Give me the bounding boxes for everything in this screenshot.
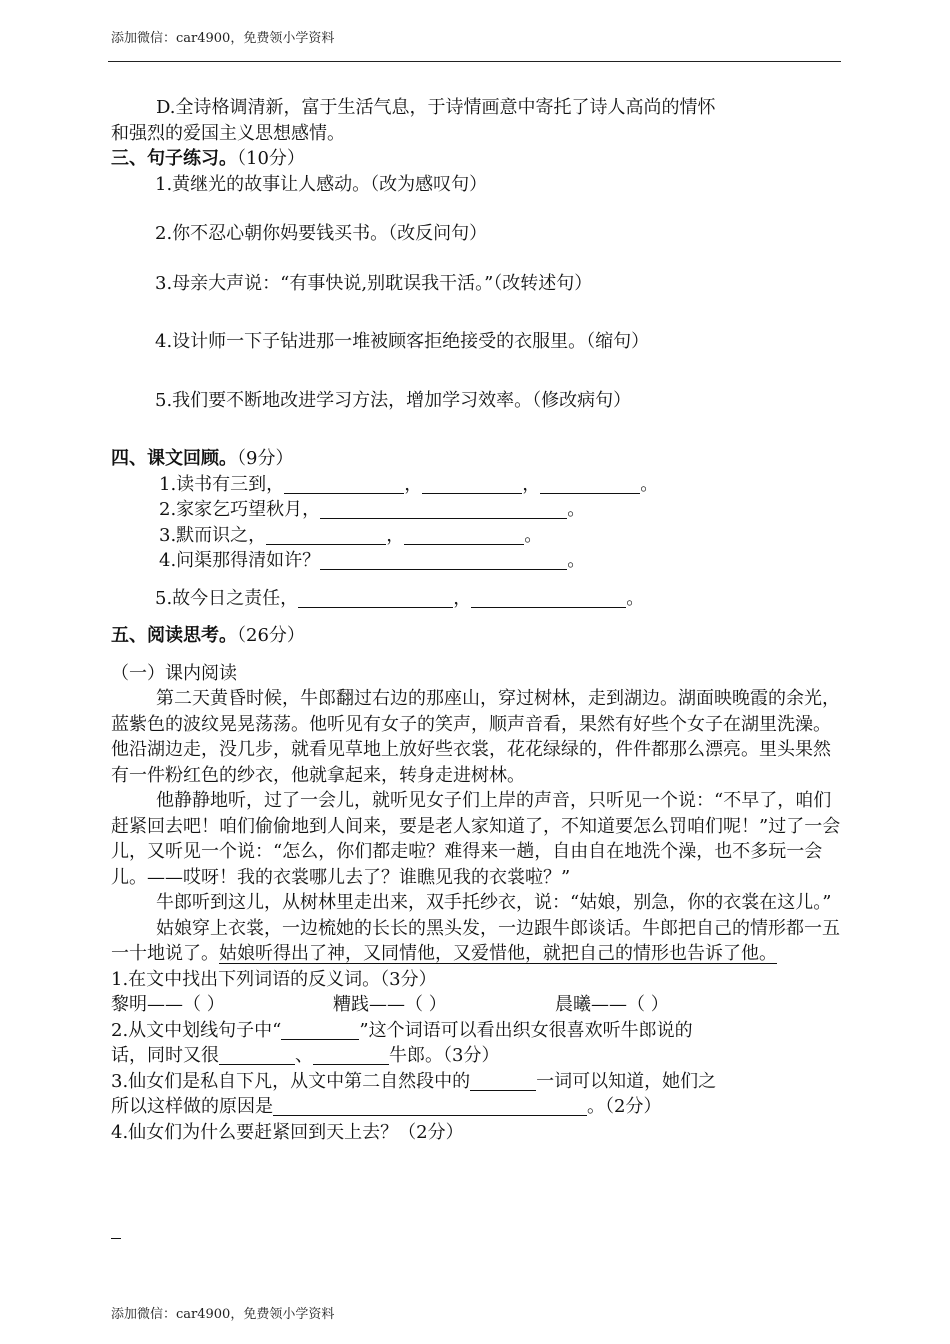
fill-blank[interactable] <box>298 589 453 608</box>
comma: ， <box>453 587 472 609</box>
fill-blank[interactable] <box>320 500 567 519</box>
question-1-row <box>111 992 841 1018</box>
fill-blank[interactable] <box>471 589 626 608</box>
question-1: 1.在文中找出下列词语的反义词。（3分） <box>111 968 437 990</box>
passage-para-3: 牛郎听到这儿，从树林里走出来，双手托纱衣，说：“姑娘，别急，你的衣裳在这儿。” <box>156 892 832 913</box>
q3-part-c: 所以这样做的原因是 <box>111 1096 273 1117</box>
s4-item-5-text: 5.故今日之责任， <box>155 587 299 609</box>
fill-blank[interactable] <box>320 551 567 570</box>
section4-points: （9分） <box>237 448 294 469</box>
question-2 <box>111 1018 841 1069</box>
fill-blank[interactable] <box>313 1046 389 1065</box>
section3-points: （10分） <box>237 148 305 169</box>
period: 。 <box>626 587 645 609</box>
s4-item-3 <box>111 523 841 549</box>
antonym-c: 晨曦——（ ） <box>555 994 669 1015</box>
passage-para-4 <box>111 916 841 967</box>
section5-title: 五、阅读思考。 <box>111 625 237 646</box>
comma: ， <box>386 524 405 546</box>
s4-item-4 <box>111 548 841 574</box>
s4-item-4-text: 4.问渠那得清如许？ <box>159 550 321 571</box>
s4-item-2 <box>111 497 841 523</box>
header-note: 添加微信：car4900，免费领小学资料 <box>111 31 335 46</box>
underlined-sentence: 姑娘听得出了神，又同情他，又爱惜他，就把自己的情形也告诉了他。 <box>219 943 777 964</box>
q3-part-b: 一词可以知道，她们之 <box>536 1070 717 1092</box>
s3-item-4: 4.设计师一下子钻进那一堆被顾客拒绝接受的衣服里。（缩句） <box>155 331 650 352</box>
s3-item-1: 1.黄继光的故事让人感动。（改为感叹句） <box>155 173 488 195</box>
comma: ， <box>522 473 541 495</box>
q2-part-e: 牛郎。（3分） <box>389 1045 500 1066</box>
passage-para-4-plain: 姑娘穿上衣裳，一边梳她的长长的黑头发，一边跟牛郎谈话。牛郎把自己的情形都一五一十地说了。 <box>111 917 840 964</box>
passage-para-1: 第二天黄昏时候，牛郎翻过右边的那座山，穿过树林，走到湖边。湖面映晚霞的余光，蓝紫色的波纹晃晃荡荡。他听见有女子的笑声，顺声音看，果然有好些个女子在湖里洗澡。他沿湖边走，没几步，就看见草地上放好些衣裳，花花绿绿的，件件都那么漂亮。里头果然有一件粉红色的纱衣，他就拿起来，转身走进树林。 <box>111 688 840 786</box>
comma: ， <box>404 473 423 495</box>
section5-heading <box>111 623 841 649</box>
period: 。 <box>524 524 543 546</box>
fill-blank[interactable] <box>273 1097 587 1116</box>
s4-item-5 <box>111 586 841 612</box>
fill-blank[interactable] <box>281 1021 359 1040</box>
question-3 <box>111 1069 841 1120</box>
exam-content <box>111 95 841 1145</box>
s4-item-1 <box>111 472 841 498</box>
q2-part-c: 话，同时又很 <box>111 1045 219 1066</box>
question-4: 4.仙女们为什么要赶紧回到天上去？（2分） <box>111 1121 464 1143</box>
period: 。 <box>567 499 586 520</box>
answer-line-mark <box>111 1238 121 1239</box>
fill-blank[interactable] <box>540 475 640 494</box>
period: 。 <box>567 550 586 571</box>
q2-part-b: ”这个词语可以看出织女很喜欢听牛郎说的 <box>359 1019 693 1041</box>
fill-blank[interactable] <box>404 526 524 545</box>
q3-part-d: 。（2分） <box>587 1096 662 1117</box>
s3-item-3: 3.母亲大声说：“有事快说,别耽误我干活。”（改转述句） <box>155 272 593 294</box>
s4-item-1-text: 1.读书有三到， <box>159 473 285 495</box>
antonym-b: 糟践——（ ） <box>333 994 447 1015</box>
fill-blank[interactable] <box>470 1072 536 1091</box>
fill-blank[interactable] <box>266 526 386 545</box>
q3-part-a: 3.仙女们是私自下凡，从文中第二自然段中的 <box>111 1070 471 1092</box>
s5-subtitle: （一）课内阅读 <box>111 662 237 684</box>
header-rule <box>108 61 841 62</box>
option-d-line2: 和强烈的爱国主义思想感情。 <box>111 122 345 144</box>
fill-blank[interactable] <box>284 475 404 494</box>
q2-part-a: 2.从文中划线句子中“ <box>111 1019 282 1041</box>
q2-part-d: 、 <box>295 1045 313 1066</box>
s3-item-2: 2.你不忍心朝你妈要钱买书。（改反问句） <box>155 223 488 244</box>
antonym-a: 黎明——（ ） <box>111 994 225 1015</box>
fill-blank[interactable] <box>422 475 522 494</box>
option-d-line1: D.全诗格调清新，富于生活气息，于诗情画意中寄托了诗人高尚的情怀 <box>156 97 716 118</box>
section5-points: （26分） <box>237 625 305 646</box>
s4-item-2-text: 2.家家乞巧望秋月， <box>159 499 321 520</box>
period: 。 <box>640 473 659 495</box>
section4-heading <box>111 446 841 472</box>
passage-para-2: 他静静地听，过了一会儿，就听见女子们上岸的声音，只听见一个说：“不早了，咱们赶紧回去吧！咱们偷偷地到人间来，要是老人家知道了，不知道要怎么罚咱们呢！”过了一会儿，又听见一个说：“怎么，你们都走啦？难得来一趟，自由自在地洗个澡，也不多玩一会儿。——哎呀！我的衣裳哪儿去了？谁瞧见我的衣裳啦？” <box>111 790 841 888</box>
section3-title: 三、句子练习。 <box>111 148 237 169</box>
section3-heading <box>111 146 841 172</box>
footer-note: 添加微信：car4900，免费领小学资料 <box>111 1307 335 1322</box>
s3-item-5: 5.我们要不断地改进学习方法，增加学习效率。（修改病句） <box>155 389 632 411</box>
section4-title: 四、课文回顾。 <box>111 448 237 469</box>
s4-item-3-text: 3.默而识之， <box>159 524 267 546</box>
fill-blank[interactable] <box>219 1046 295 1065</box>
